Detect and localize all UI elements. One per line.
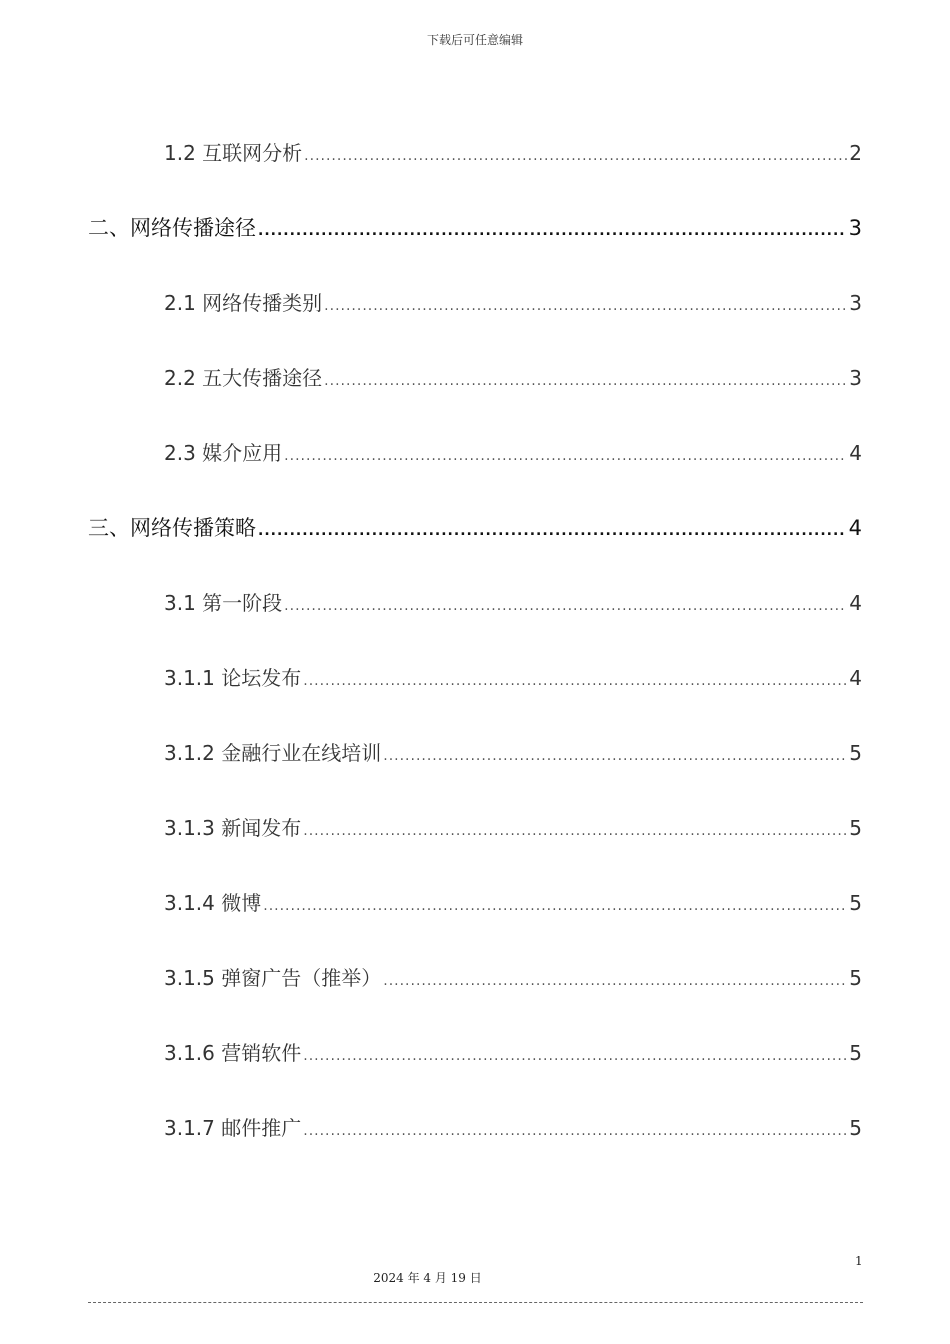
toc-entry-title: 3.1.5 弹窗广告（推举） (164, 966, 382, 990)
toc-entry-title: 2.3 媒介应用 (164, 441, 283, 465)
toc-entry-title: 3.1.2 金融行业在线培训 (164, 741, 382, 765)
toc-entry-title: 3.1.7 邮件推广 (164, 1116, 302, 1140)
toc-entry-title: 3.1 第一阶段 (164, 591, 283, 615)
toc-entry-page: 5 (849, 1041, 862, 1065)
toc-entry[interactable] (164, 663, 862, 693)
toc-entry-title: 2.2 五大传播途径 (164, 366, 323, 390)
toc-dot-leader (303, 1116, 847, 1146)
toc-entry[interactable] (164, 888, 862, 918)
toc-entry[interactable] (164, 738, 862, 768)
page-header: 下载后可任意编辑 (426, 33, 523, 47)
toc-dot-leader (258, 516, 847, 546)
toc-entry-page: 5 (849, 741, 862, 765)
toc-entry-page: 4 (849, 591, 862, 615)
toc-entry-page: 3 (848, 216, 862, 240)
toc-entry-title: 1.2 互联网分析 (164, 141, 303, 165)
toc-entry[interactable] (164, 1113, 862, 1143)
toc-dot-leader (324, 366, 847, 396)
toc-dot-leader (383, 741, 847, 771)
toc-entry-page: 5 (849, 891, 862, 915)
toc-entry-page: 4 (848, 516, 862, 540)
toc-entry-title: 2.1 网络传播类别 (164, 291, 323, 315)
toc-dot-leader (258, 216, 847, 246)
toc-entry[interactable] (88, 513, 862, 543)
toc-dot-leader (383, 966, 847, 996)
toc-entry-page: 4 (849, 441, 862, 465)
toc-entry-page: 5 (849, 966, 862, 990)
toc-entry-title: 二、网络传播途径 (88, 216, 256, 240)
toc-dot-leader (303, 816, 847, 846)
toc-entry-page: 5 (849, 1116, 862, 1140)
toc-entry[interactable] (164, 288, 862, 318)
toc-entry-page: 5 (849, 816, 862, 840)
toc-entry[interactable] (164, 138, 862, 168)
toc-entry[interactable] (164, 438, 862, 468)
footer-divider (88, 1302, 863, 1303)
toc-entry-page: 3 (849, 366, 862, 390)
toc-dot-leader (284, 441, 847, 471)
toc-dot-leader (263, 891, 847, 921)
toc-dot-leader (284, 591, 847, 621)
toc-entry-title: 3.1.4 微博 (164, 891, 262, 915)
toc-dot-leader (304, 141, 847, 171)
toc-entry-title: 3.1.1 论坛发布 (164, 666, 302, 690)
toc-entry-title: 3.1.3 新闻发布 (164, 816, 302, 840)
toc-entry-title: 3.1.6 营销软件 (164, 1041, 302, 1065)
toc-entry[interactable] (164, 1038, 862, 1068)
toc-entry-page: 3 (849, 291, 862, 315)
footer-date: 2024 年 4 月 19 日 (373, 1271, 482, 1285)
page-number: 1 (855, 1254, 863, 1268)
toc-dot-leader (324, 291, 847, 321)
toc-entry[interactable] (164, 363, 862, 393)
toc-entry-page: 4 (849, 666, 862, 690)
toc-entry[interactable] (164, 813, 862, 843)
toc-entry-page: 2 (849, 141, 862, 165)
toc-dot-leader (303, 1041, 847, 1071)
toc-dot-leader (303, 666, 847, 696)
toc-entry-title: 三、网络传播策略 (88, 516, 256, 540)
toc-entry[interactable] (88, 213, 862, 243)
toc-entry[interactable] (164, 963, 862, 993)
toc-entry[interactable] (164, 588, 862, 618)
